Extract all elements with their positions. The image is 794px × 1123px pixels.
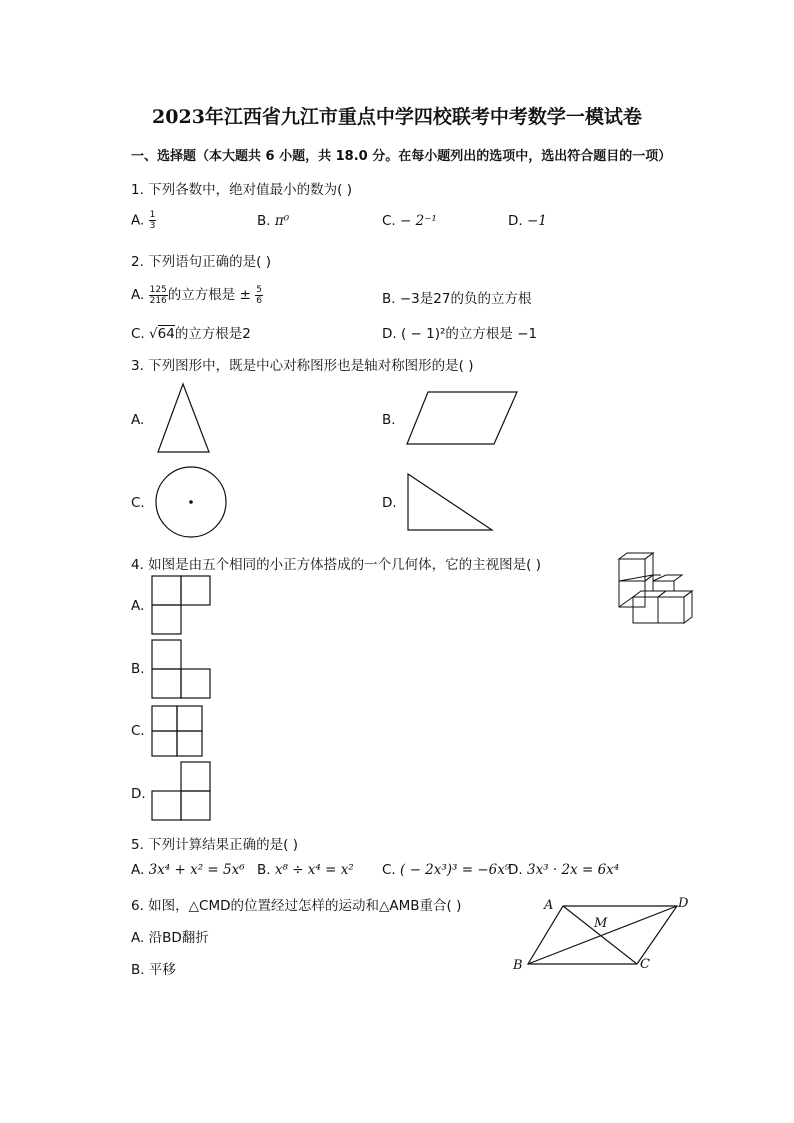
q2-option-c[interactable] xyxy=(131,322,251,342)
q6-parallelogram-figure xyxy=(510,894,700,976)
q6-option-a[interactable] xyxy=(131,926,209,946)
q1-option-a[interactable] xyxy=(131,210,156,231)
q4-c-view xyxy=(150,704,206,760)
q3-figure-isosceles-triangle xyxy=(150,382,214,456)
q3-b-label[interactable]: B. xyxy=(382,412,396,428)
q2-b-text: −3是27的负的立方根 xyxy=(399,291,532,307)
q6-b-text: 平移 xyxy=(148,962,176,978)
q2-option-a[interactable] xyxy=(131,283,263,306)
point-label-d: D xyxy=(678,896,689,911)
q6-a-text: 沿BD翻折 xyxy=(148,930,209,946)
q1-b-text: π⁰ xyxy=(274,213,290,229)
q2-a-text: 的立方根是 ± xyxy=(167,287,251,303)
q1-stem: 1. 下列各数中，绝对值最小的数为( ) xyxy=(131,182,352,198)
q5-c-label: C. xyxy=(382,862,396,878)
q3-figure-circle xyxy=(152,464,230,542)
section-heading: 一、选择题（本大题共 6 小题，共 18.0 分。在每小题列出的选项中，选出符合题目的一项） xyxy=(131,149,672,164)
q5-stem: 5. 下列计算结果正确的是( ) xyxy=(131,837,298,853)
q3-d-label[interactable]: D. xyxy=(382,495,397,511)
q2-stem: 2. 下列语句正确的是( ) xyxy=(131,254,271,270)
q4-a-view xyxy=(150,574,214,636)
q4-c-label[interactable]: C. xyxy=(131,723,145,739)
q2-c-text: 的立方根是2 xyxy=(174,326,251,342)
q4-stem: 4. 如图是由五个相同的小正方体搭成的一个几何体，它的主视图是( ) xyxy=(131,557,541,573)
q5-option-d[interactable] xyxy=(508,862,619,878)
q6-stem: 6. 如图，△CMD的位置经过怎样的运动和△AMB重合( ) xyxy=(131,898,462,914)
q3-figure-right-triangle xyxy=(404,472,496,534)
q2-d-text: ( − 1)²的立方根是 −1 xyxy=(400,326,538,342)
point-label-m: M xyxy=(594,916,608,931)
q2-c-label: C. xyxy=(131,326,145,342)
point-label-a: A xyxy=(544,898,554,913)
q6-option-b[interactable] xyxy=(131,958,176,978)
q5-d-label: D. xyxy=(508,862,523,878)
q3-a-label[interactable]: A. xyxy=(131,412,145,428)
q4-d-view xyxy=(150,760,214,822)
q6-a-label: A. xyxy=(131,930,145,946)
q1-a-label: A. xyxy=(131,212,145,229)
q2-option-d[interactable] xyxy=(382,322,537,342)
q1-option-b[interactable] xyxy=(257,213,289,229)
q1-d-text: −1 xyxy=(526,213,547,229)
q4-a-label[interactable]: A. xyxy=(131,598,145,614)
q2-a-fraction-2: $\frac{5}{6}$ xyxy=(256,284,262,306)
q4-b-label[interactable]: B. xyxy=(131,661,145,677)
q2-c-radicand: 64 xyxy=(157,326,175,342)
q5-b-text: x⁸ ÷ x⁴ = x² xyxy=(274,862,354,878)
q2-d-label: D. xyxy=(382,326,397,342)
q1-a-fraction: $\frac{1}{3}$ xyxy=(149,210,156,231)
q5-option-b[interactable] xyxy=(257,862,354,878)
q1-c-label: C. xyxy=(382,213,396,229)
point-label-c: C xyxy=(640,957,650,972)
q1-option-c[interactable] xyxy=(382,213,437,229)
point-label-b: B xyxy=(513,958,523,973)
q1-d-label: D. xyxy=(508,213,523,229)
q4-d-label[interactable]: D. xyxy=(131,786,146,802)
q2-a-fraction: $\frac{125}{216}$ xyxy=(149,284,167,306)
q5-d-text: 3x³ · 2x = 6x⁴ xyxy=(526,862,620,878)
q3-c-label[interactable]: C. xyxy=(131,495,145,511)
q2-option-b[interactable] xyxy=(382,287,531,307)
q5-option-c[interactable] xyxy=(382,862,510,878)
page-title: 2023年江西省九江市重点中学四校联考中考数学一模试卷 xyxy=(152,106,642,128)
q6-b-label: B. xyxy=(131,962,145,978)
q3-stem: 3. 下列图形中，既是中心对称图形也是轴对称图形的是( ) xyxy=(131,358,474,374)
q5-c-text: ( − 2x³)³ = −6x⁹ xyxy=(400,862,511,878)
sqrt-symbol: √ xyxy=(149,326,158,342)
q1-b-label: B. xyxy=(257,213,271,229)
q5-a-label: A. xyxy=(131,862,145,878)
q5-option-a[interactable] xyxy=(131,862,245,878)
q4-cube-stack-figure xyxy=(617,551,691,627)
q2-a-label: A. xyxy=(131,287,145,303)
q5-b-label: B. xyxy=(257,862,271,878)
q3-figure-parallelogram xyxy=(402,390,522,448)
q4-b-view xyxy=(150,638,214,700)
q1-c-text: − 2⁻¹ xyxy=(400,213,437,229)
q2-b-label: B. xyxy=(382,291,396,307)
q1-option-d[interactable] xyxy=(508,213,547,229)
q5-a-text: 3x⁴ + x² = 5x⁶ xyxy=(148,862,245,878)
